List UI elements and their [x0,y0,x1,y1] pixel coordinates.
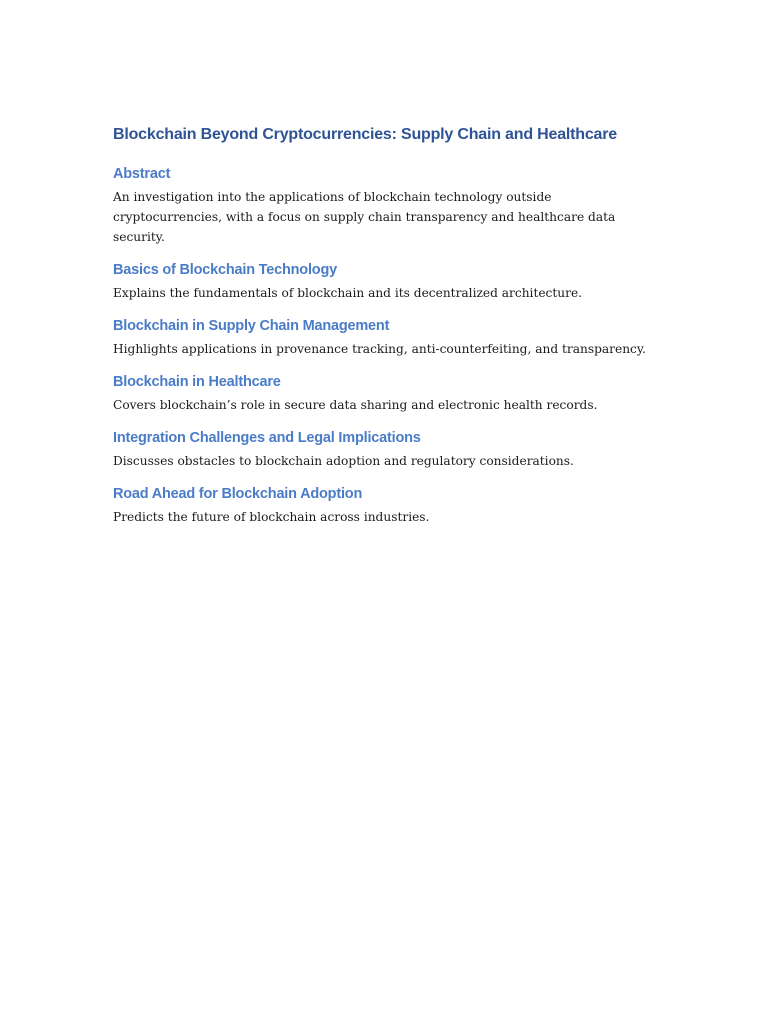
document-page [113,124,653,540]
section-body: Highlights applications in provenance tracking, anti-counterfeiting, and transparency. [113,342,647,356]
section-heading: Abstract [113,166,171,182]
section-body: An investigation into the applications of blockchain technology outside cryptocurrencies, with a focus on supply chain transparency and healthcare data security. [113,190,616,244]
section-body: Predicts the future of blockchain across industries. [113,510,430,524]
section-supply-chain [113,316,653,359]
section-basics [113,260,653,303]
document-title: Blockchain Beyond Cryptocurrencies: Supply Chain and Healthcare [113,126,617,143]
section-heading: Integration Challenges and Legal Implications [113,430,421,446]
section-body: Discusses obstacles to blockchain adoption and regulatory considerations. [113,454,574,468]
section-healthcare [113,372,653,415]
section-abstract [113,164,653,247]
section-heading: Basics of Blockchain Technology [113,262,337,278]
section-heading: Blockchain in Supply Chain Management [113,318,390,334]
section-heading: Blockchain in Healthcare [113,374,281,390]
section-road-ahead [113,484,653,527]
section-integration-challenges [113,428,653,471]
section-heading: Road Ahead for Blockchain Adoption [113,486,363,502]
section-body: Explains the fundamentals of blockchain and its decentralized architecture. [113,286,583,300]
section-body: Covers blockchain’s role in secure data sharing and electronic health records. [113,398,598,412]
